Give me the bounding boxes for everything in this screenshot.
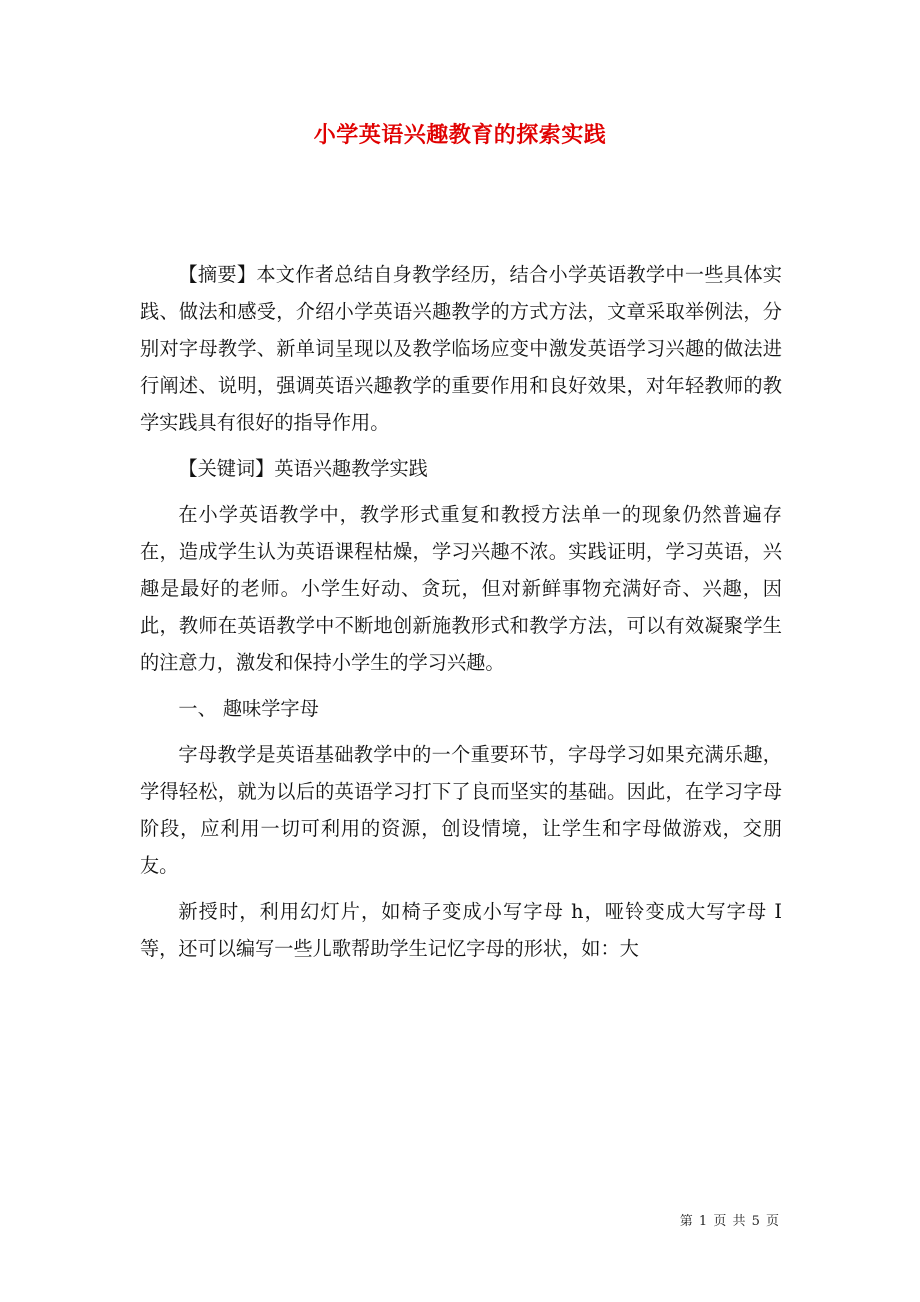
- abstract-paragraph: 【摘要】本文作者总结自身教学经历，结合小学英语教学中一些具体实践、做法和感受，介绍小学英语兴趣教学的方式方法，文章采取举例法，分别对字母教学、新单词呈现以及教学临场应变中激发英语学习兴趣的做法进行阐述、说明，强调英语兴趣教学的重要作用和良好效果，对年轻教师的教学实践具有很好的指导作用。: [140, 263, 782, 434]
- document-title: 小学英语兴趣教育的探索实践: [313, 122, 607, 148]
- body-paragraph: 新授时，利用幻灯片，如椅子变成小写字母 h，哑铃变成大写字母 I 等，还可以编写一些儿歌帮助学生记忆字母的形状，如：大: [140, 900, 782, 960]
- keywords-paragraph: 【关键词】英语兴趣教学实践: [178, 457, 428, 480]
- section-heading: 一、 趣味学字母: [178, 697, 319, 720]
- intro-paragraph: 在小学英语教学中，教学形式重复和教授方法单一的现象仍然普遍存在，造成学生认为英语课程枯燥，学习兴趣不浓。实践证明，学习英语，兴趣是最好的老师。小学生好动、贪玩，但对新鲜事物充满好奇、兴趣，因此，教师在英语教学中不断地创新施教形式和教学方法，可以有效凝聚学生的注意力，激发和保持小学生的学习兴趣。: [140, 503, 782, 674]
- page-number: 第 1 页 共 5 页: [679, 1214, 780, 1229]
- body-paragraph: 字母教学是英语基础教学中的一个重要环节，字母学习如果充满乐趣，学得轻松，就为以后的英语学习打下了良而坚实的基础。因此，在学习字母阶段，应利用一切可利用的资源，创设情境，让学生和字母做游戏，交朋友。: [140, 743, 782, 877]
- document-body: [140, 256, 782, 976]
